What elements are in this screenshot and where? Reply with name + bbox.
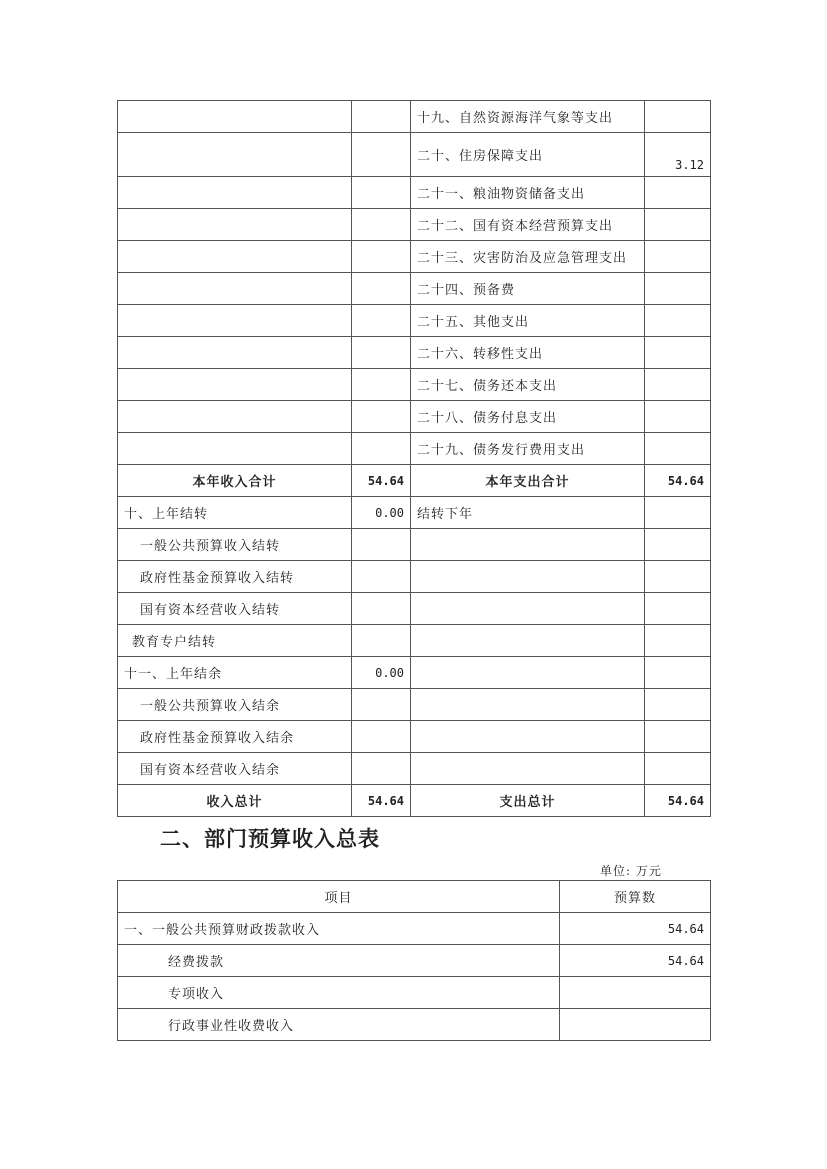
expense-item-label: 二十六、转移性支出 [411,337,645,369]
income-item-amount: 54.64 [560,945,711,977]
table-row [118,177,711,209]
subtotal-row [118,465,711,497]
income-summary-table [117,880,711,1041]
table-row [118,337,711,369]
expense-item-amount: 3.12 [645,133,711,177]
table-row [118,133,711,177]
expense-subtotal-value: 54.64 [645,465,711,497]
table-row [118,1009,711,1041]
income-item-label: 行政事业性收费收入 [118,1009,560,1041]
balance-item-label: 一般公共预算收入结余 [118,689,352,721]
table-row [118,913,711,945]
expense-item-amount [645,101,711,133]
expense-item-amount [645,209,711,241]
income-item-label: 经费拨款 [118,945,560,977]
table-row [118,721,711,753]
unit-label: 单位: 万元 [600,864,662,878]
table-row [118,241,711,273]
carryover-item-label: 教育专户结转 [118,625,352,657]
table-row [118,753,711,785]
carryover-row [118,497,711,529]
expense-item-label: 二十八、债务付息支出 [411,401,645,433]
balance-value: 0.00 [352,657,411,689]
income-total-label: 收入总计 [118,785,352,817]
table-row [118,305,711,337]
income-item-label: 专项收入 [118,977,560,1009]
balance-item-label: 政府性基金预算收入结余 [118,721,352,753]
table-header-row [118,881,711,913]
carryover-expense-label: 结转下年 [411,497,645,529]
total-row [118,785,711,817]
balance-row [118,657,711,689]
section-title: 二、部门预算收入总表 [160,827,380,851]
carryover-value: 0.00 [352,497,411,529]
expense-subtotal-label: 本年支出合计 [411,465,645,497]
table-row [118,593,711,625]
expense-total-label: 支出总计 [411,785,645,817]
table-row [118,369,711,401]
expense-item-amount [645,177,711,209]
carryover-item-label: 国有资本经营收入结转 [118,593,352,625]
carryover-item-label: 政府性基金预算收入结转 [118,561,352,593]
income-subtotal-value: 54.64 [352,465,411,497]
header-item: 项目 [118,881,560,913]
income-item-label: 一、一般公共预算财政拨款收入 [118,913,560,945]
income-subtotal-label: 本年收入合计 [118,465,352,497]
expense-item-amount [645,369,711,401]
table-row [118,401,711,433]
expense-item-label: 二十、住房保障支出 [411,133,645,177]
expense-item-amount [645,273,711,305]
income-item-amount [560,1009,711,1041]
expense-item-label: 二十五、其他支出 [411,305,645,337]
table-row [118,561,711,593]
table-row [118,625,711,657]
expense-item-label: 十九、自然资源海洋气象等支出 [411,101,645,133]
expense-item-label: 二十一、粮油物资储备支出 [411,177,645,209]
expense-item-amount [645,241,711,273]
expense-item-amount [645,305,711,337]
expense-item-amount [645,433,711,465]
table-row [118,689,711,721]
expense-item-amount [645,401,711,433]
carryover-item-label: 一般公共预算收入结转 [118,529,352,561]
expense-item-label: 二十七、债务还本支出 [411,369,645,401]
table-row [118,101,711,133]
expense-item-amount [645,337,711,369]
expense-item-label: 二十三、灾害防治及应急管理支出 [411,241,645,273]
income-item-amount: 54.64 [560,913,711,945]
table-row [118,529,711,561]
balance-item-label: 国有资本经营收入结余 [118,753,352,785]
expense-item-label: 二十二、国有资本经营预算支出 [411,209,645,241]
balance-label: 十一、上年结余 [118,657,352,689]
income-item-amount [560,977,711,1009]
income-total-value: 54.64 [352,785,411,817]
income-expense-table [117,100,711,817]
table-row [118,433,711,465]
expense-item-label: 二十四、预备费 [411,273,645,305]
table-row [118,945,711,977]
header-amount: 预算数 [560,881,711,913]
carryover-label: 十、上年结转 [118,497,352,529]
table-row [118,977,711,1009]
table-row [118,273,711,305]
table-row [118,209,711,241]
expense-item-label: 二十九、债务发行费用支出 [411,433,645,465]
expense-total-value: 54.64 [645,785,711,817]
